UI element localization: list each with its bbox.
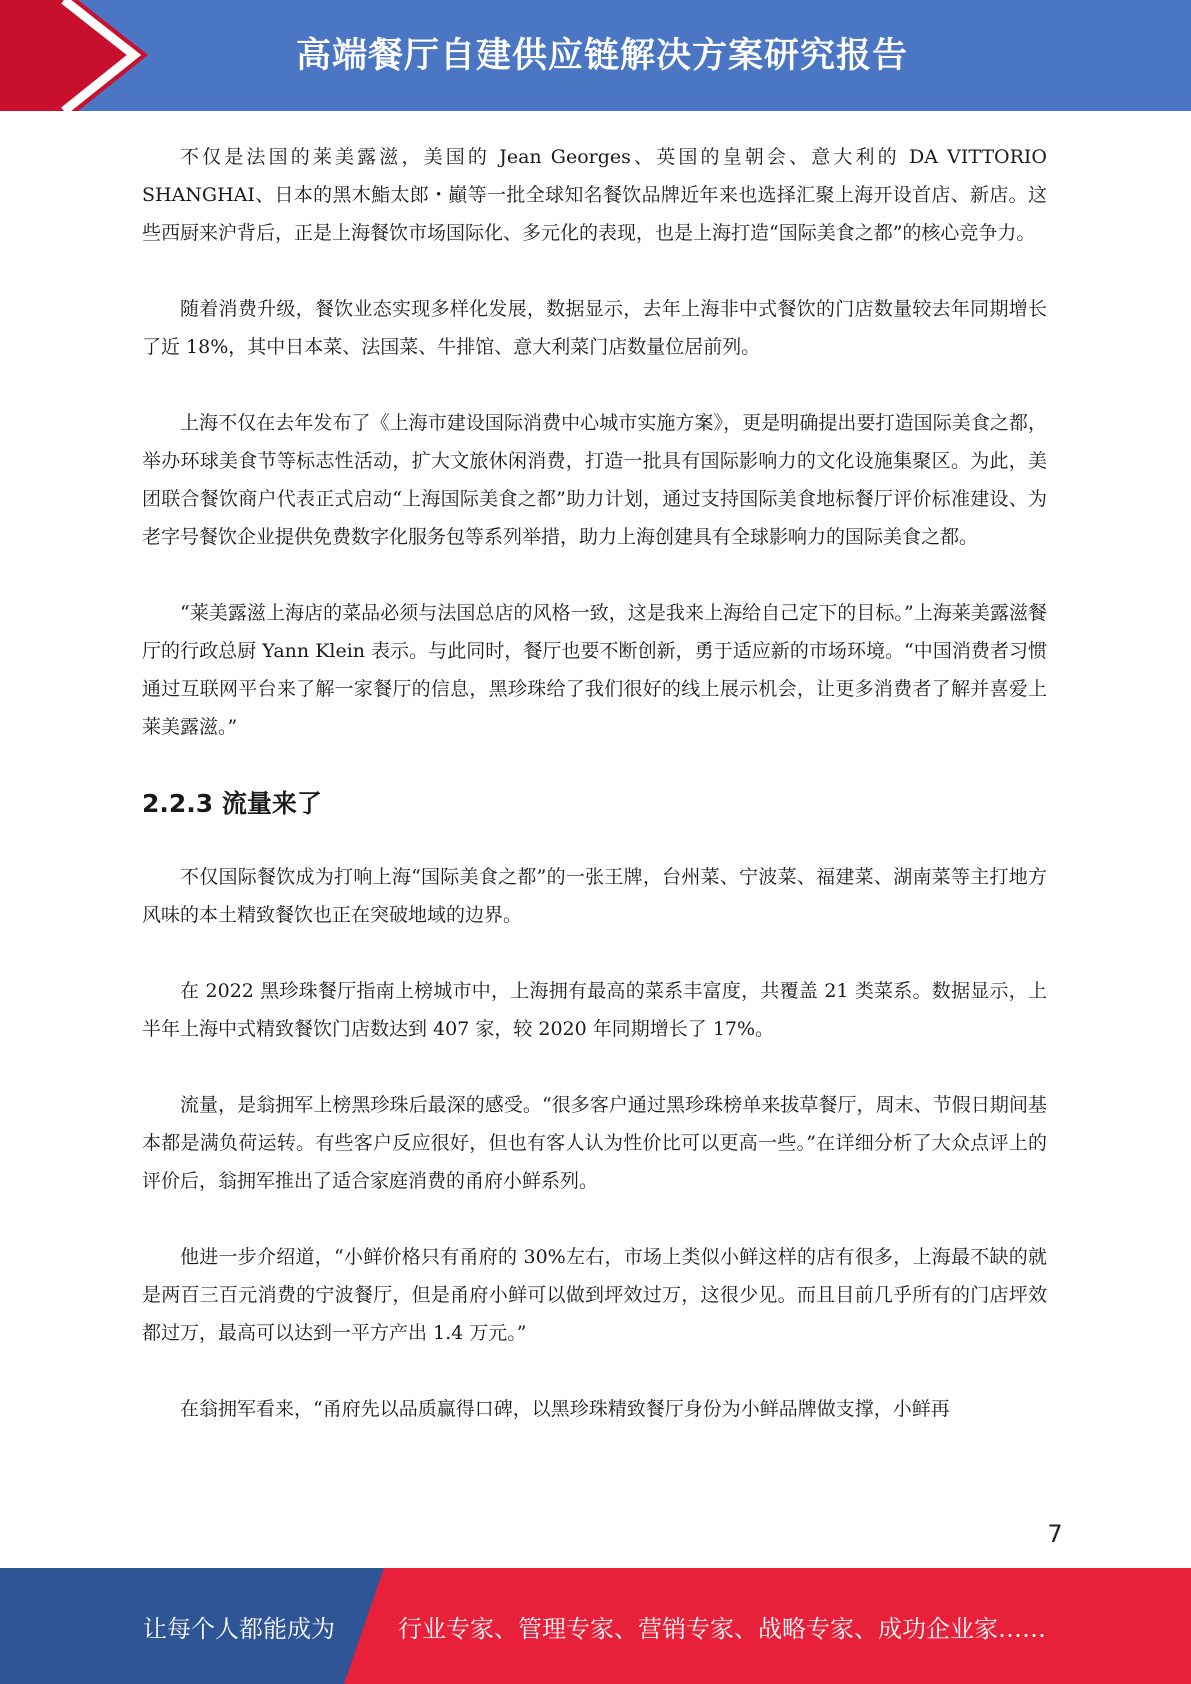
paragraph: 上海不仅在去年发布了《上海市建设国际消费中心城市实施方案》，更是明确提出要打造国际美食之都，举办环球美食节等标志性活动，扩大文旅休闲消费，打造一批具有国际影响力的文化设施集聚区。为此，美团联合餐饮商户代表正式启动“上海国际美食之都”助力计划，通过支持国际美食地标餐厅评价标准建设、为老字号餐饮企业提供免费数字化服务包等系列举措，助力上海创建具有全球影响力的国际美食之都。 bbox=[142, 412, 1047, 548]
paragraph: “莱美露滋上海店的菜品必须与法国总店的风格一致，这是我来上海给自己定下的目标。”上海莱美露滋餐厅的行政总厨 Yann Klein 表示。与此同时，餐厅也要不断创新，勇于适应新的市场环境。“中国消费者习惯通过互联网平台来了解一家餐厅的信息，黑珍珠给了我们很好的线上展示机会，让更多消费者了解并喜爱上莱美露滋。” bbox=[142, 602, 1047, 738]
main-content bbox=[142, 138, 1047, 1466]
header-arrow-graphic bbox=[0, 0, 160, 111]
paragraph: 不仅是法国的莱美露滋，美国的 Jean Georges、英国的皇朝会、意大利的 DA VITTORIO SHANGHAI、日本的黑木鮨太郎・巓等一批全球知名餐饮品牌近年来也选择汇聚上海开设首店、新店。这些西厨来沪背后，正是上海餐饮市场国际化、多元化的表现，也是上海打造“国际美食之都”的核心竞争力。 bbox=[142, 146, 1047, 244]
page-number: 7 bbox=[1047, 1520, 1063, 1548]
footer-slogan-right: 行业专家、管理专家、营销专家、战略专家、成功企业家…… bbox=[398, 1615, 1046, 1643]
paragraph: 在翁拥军看来，“甬府先以品质赢得口碑，以黑珍珠精致餐厅身份为小鲜品牌做支撑，小鲜再 bbox=[180, 1398, 950, 1420]
header-band bbox=[0, 0, 1191, 111]
paragraph: 流量，是翁拥军上榜黑珍珠后最深的感受。“很多客户通过黑珍珠榜单来拔草餐厅，周末、节假日期间基本都是满负荷运转。有些客户反应很好，但也有客人认为性价比可以更高一些。”在详细分析了大众点评上的评价后，翁拥军推出了适合家庭消费的甬府小鲜系列。 bbox=[142, 1094, 1047, 1192]
paragraph: 在 2022 黑珍珠餐厅指南上榜城市中，上海拥有最高的菜系丰富度，共覆盖 21 类菜系。数据显示，上半年上海中式精致餐饮门店数达到 407 家，较 2020 年同期增长了 17%。 bbox=[142, 980, 1047, 1040]
paragraph: 他进一步介绍道，“小鲜价格只有甬府的 30%左右，市场上类似小鲜这样的店有很多，上海最不缺的就是两百三百元消费的宁波餐厅，但是甬府小鲜可以做到坪效过万，这很少见。而且目前几乎所有的门店坪效都过万，最高可以达到一平方产出 1.4 万元。” bbox=[142, 1246, 1047, 1344]
paragraph: 随着消费升级，餐饮业态实现多样化发展，数据显示，去年上海非中式餐饮的门店数量较去年同期增长了近 18%，其中日本菜、法国菜、牛排馆、意大利菜门店数量位居前列。 bbox=[142, 298, 1047, 358]
report-title: 高端餐厅自建供应链解决方案研究报告 bbox=[296, 36, 909, 76]
footer-band bbox=[0, 1568, 1191, 1684]
footer-slogan-left: 让每个人都能成为 bbox=[143, 1615, 335, 1643]
section-heading: 2.2.3 流量来了 bbox=[142, 789, 322, 818]
paragraph: 不仅国际餐饮成为打响上海“国际美食之都”的一张王牌，台州菜、宁波菜、福建菜、湖南菜等主打地方风味的本土精致餐饮也正在突破地域的边界。 bbox=[142, 866, 1047, 926]
